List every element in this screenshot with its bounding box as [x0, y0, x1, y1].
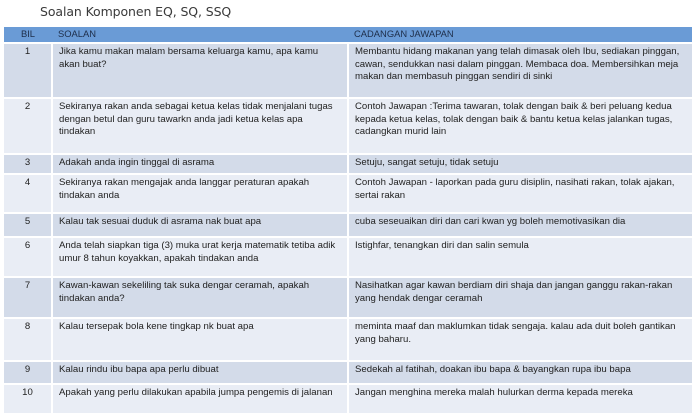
qa-table [4, 27, 692, 415]
cell-jawapan: Membantu hidang makanan yang telah dimasak oleh Ibu, sediakan pinggan, cawan, sendukkan nasi dalam pinggan. Membaca doa. Membersihkan meja makan dan membasuh pinggan sendiri di sinki [348, 43, 692, 98]
page-title: Soalan Komponen EQ, SQ, SSQ [40, 4, 232, 19]
cell-jawapan: Contoh Jawapan - laporkan pada guru disiplin, nasihati rakan, tolak ajakan, sertai rakan [348, 174, 692, 213]
cell-soalan: Kalau tak sesuai duduk di asrama nak buat apa [52, 213, 348, 237]
table-row [4, 213, 692, 237]
cell-jawapan: Jangan menghina mereka malah hulurkan derma kepada mereka [348, 384, 692, 414]
cell-soalan: Kalau rindu ibu bapa apa perlu dibuat [52, 361, 348, 384]
table-row [4, 384, 692, 414]
cell-bil: 8 [4, 318, 52, 361]
cell-bil: 3 [4, 154, 52, 174]
header-jawapan: CADANGAN JAWAPAN [348, 27, 692, 43]
table-row [4, 237, 692, 277]
table-row [4, 98, 692, 154]
cell-jawapan: meminta maaf dan maklumkan tidak sengaja. kalau ada duit boleh gantikan yang baharu. [348, 318, 692, 361]
cell-soalan: Kalau tersepak bola kene tingkap nk buat apa [52, 318, 348, 361]
table-row [4, 361, 692, 384]
cell-soalan: Jika kamu makan malam bersama keluarga kamu, apa kamu akan buat? [52, 43, 348, 98]
table-row [4, 43, 692, 98]
cell-jawapan: Sedekah al fatihah, doakan ibu bapa & bayangkan rupa ibu bapa [348, 361, 692, 384]
cell-bil: 5 [4, 213, 52, 237]
cell-soalan: Apakah yang perlu dilakukan apabila jumpa pengemis di jalanan [52, 384, 348, 414]
cell-jawapan: Contoh Jawapan :Terima tawaran, tolak dengan baik & beri peluang kedua kepada ketua kelas, tolak dengan baik & bantu ketua kelas jalankan tugas, cadangkan murid lain [348, 98, 692, 154]
cell-bil: 2 [4, 98, 52, 154]
header-bil: BIL [4, 27, 52, 43]
cell-jawapan: Setuju, sangat setuju, tidak setuju [348, 154, 692, 174]
cell-bil: 7 [4, 277, 52, 318]
cell-soalan: Adakah anda ingin tinggal di asrama [52, 154, 348, 174]
table-row [4, 277, 692, 318]
table-row [4, 318, 692, 361]
cell-jawapan: cuba seseuaikan diri dan cari kwan yg boleh memotivasikan dia [348, 213, 692, 237]
cell-soalan: Sekiranya rakan anda sebagai ketua kelas tidak menjalani tugas dengan betul dan guru tawarkn anda jadi ketua kelas apa tindakan [52, 98, 348, 154]
cell-bil: 4 [4, 174, 52, 213]
table-row [4, 154, 692, 174]
table-header-row [4, 27, 692, 43]
header-soalan: SOALAN [52, 27, 348, 43]
cell-jawapan: Istighfar, tenangkan diri dan salin semula [348, 237, 692, 277]
cell-soalan: Anda telah siapkan tiga (3) muka urat kerja matematik tetiba adik umur 8 tahun koyakkan, apakah tindakan anda [52, 237, 348, 277]
cell-bil: 9 [4, 361, 52, 384]
cell-soalan: Sekiranya rakan mengajak anda langgar peraturan apakah tindakan anda [52, 174, 348, 213]
cell-bil: 10 [4, 384, 52, 414]
cell-bil: 1 [4, 43, 52, 98]
cell-jawapan: Nasihatkan agar kawan berdiam diri shaja dan jangan ganggu rakan-rakan yang hendak dengar ceramah [348, 277, 692, 318]
cell-soalan: Kawan-kawan sekeliling tak suka dengar ceramah, apakah tindakan anda? [52, 277, 348, 318]
cell-bil: 6 [4, 237, 52, 277]
table-row [4, 174, 692, 213]
